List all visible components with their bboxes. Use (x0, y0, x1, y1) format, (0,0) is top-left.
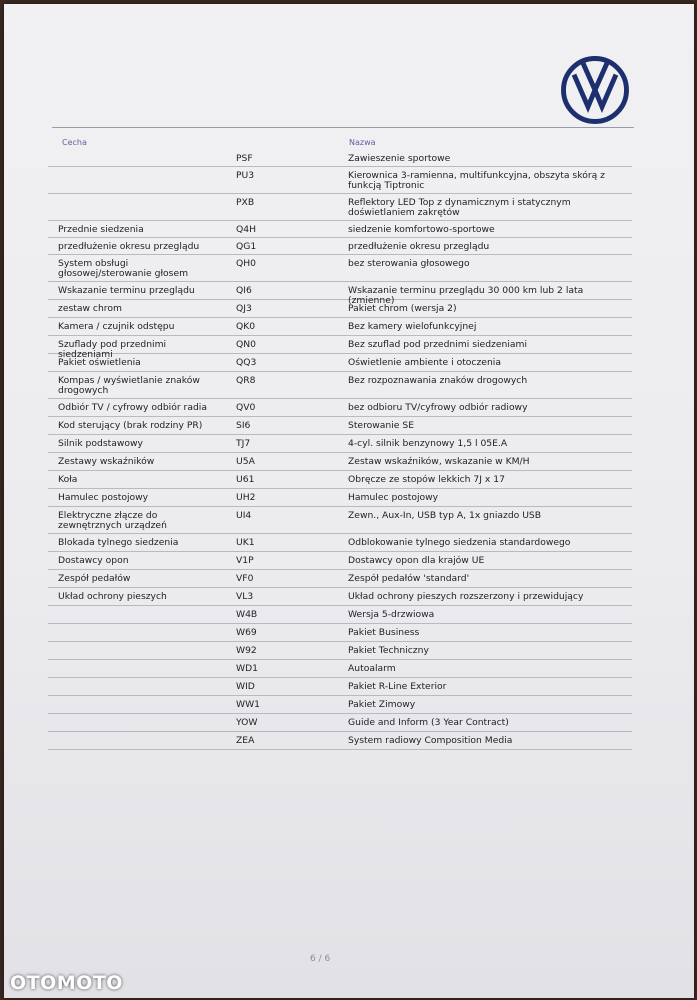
table-row (48, 678, 632, 696)
row-name: Bez szuflad pod przednimi siedzeniami (348, 339, 528, 350)
table-row (48, 399, 632, 417)
table-row (48, 150, 632, 167)
table-row (48, 453, 632, 471)
row-name: Autoalarm (348, 663, 396, 674)
row-code: QV0 (236, 402, 256, 413)
row-code: QR8 (236, 375, 256, 386)
row-code: U61 (236, 474, 255, 485)
row-name: Układ ochrony pieszych rozszerzony i przewidujący (348, 591, 584, 602)
row-feature: Elektryczne złącze do zewnętrznych urządzeń (58, 510, 167, 531)
table-row (48, 714, 632, 732)
row-feature: Kompas / wyświetlanie znaków drogowych (58, 375, 200, 396)
table-row (48, 507, 632, 534)
row-feature: Przednie siedzenia (58, 224, 144, 235)
row-name: Pakiet Techniczny (348, 645, 429, 656)
row-code: UK1 (236, 537, 255, 548)
row-name: Zespół pedałów 'standard' (348, 573, 470, 584)
table-row (48, 194, 632, 221)
row-name: Guide and Inform (3 Year Contract) (348, 717, 509, 728)
row-code: Q4H (236, 224, 256, 235)
row-code: U5A (236, 456, 255, 467)
table-row (48, 336, 632, 360)
row-name: Zestaw wskaźników, wskazanie w KM/H (348, 456, 530, 467)
row-name: Wersja 5-drzwiowa (348, 609, 435, 620)
row-name: Bez rozpoznawania znaków drogowych (348, 375, 528, 386)
row-code: UI4 (236, 510, 252, 521)
row-feature: Pakiet oświetlenia (58, 357, 141, 368)
row-feature: Odbiór TV / cyfrowy odbiór radia (58, 402, 207, 413)
table-row (48, 167, 632, 194)
row-code: QQ3 (236, 357, 257, 368)
row-feature: Zespół pedałów (58, 573, 131, 584)
table-row (48, 238, 632, 255)
equipment-table (48, 150, 632, 750)
row-code: QI6 (236, 285, 252, 296)
column-header-feature: Cecha (62, 138, 87, 147)
row-name: bez odbioru TV/cyfrowy odbiór radiowy (348, 402, 528, 413)
table-row (48, 624, 632, 642)
table-row (48, 642, 632, 660)
row-name: przedłużenie okresu przeglądu (348, 241, 490, 252)
row-feature: Koła (58, 474, 78, 485)
table-row (48, 300, 632, 318)
row-code: YOW (236, 717, 258, 728)
table-row (48, 318, 632, 336)
row-name: Bez kamery wielofunkcyjnej (348, 321, 477, 332)
row-code: UH2 (236, 492, 256, 503)
row-feature: Kamera / czujnik odstępu (58, 321, 175, 332)
table-row (48, 282, 632, 306)
row-name: Obręcze ze stopów lekkich 7J x 17 (348, 474, 505, 485)
table-row (48, 588, 632, 606)
watermark-logo: OTOMOTO (10, 972, 123, 994)
table-row (48, 534, 632, 552)
row-name: Wskazanie terminu przeglądu 30 000 km lub 2 lata (zmienne) (348, 285, 584, 306)
row-name: Zewn., Aux-In, USB typ A, 1x gniazdo USB (348, 510, 542, 521)
row-feature: System obsługi głosowej/sterowanie głosem (58, 258, 189, 279)
table-row (48, 606, 632, 624)
row-feature: Wskazanie terminu przeglądu (58, 285, 195, 296)
header-divider (52, 127, 634, 128)
row-code: W69 (236, 627, 257, 638)
row-name: System radiowy Composition Media (348, 735, 513, 746)
table-row (48, 732, 632, 750)
row-code: QH0 (236, 258, 256, 269)
row-name: bez sterowania głosowego (348, 258, 470, 269)
row-code: QK0 (236, 321, 256, 332)
row-code: TJ7 (236, 438, 251, 449)
table-row (48, 221, 632, 238)
table-row (48, 552, 632, 570)
table-row (48, 696, 632, 714)
row-code: WID (236, 681, 255, 692)
row-feature: Blokada tylnego siedzenia (58, 537, 179, 548)
row-feature: Hamulec postojowy (58, 492, 149, 503)
row-feature: Zestawy wskaźników (58, 456, 155, 467)
table-row (48, 570, 632, 588)
table-row (48, 372, 632, 399)
row-feature: zestaw chrom (58, 303, 122, 314)
row-code: W92 (236, 645, 257, 656)
row-name: Pakiet Zimowy (348, 699, 416, 710)
table-row (48, 417, 632, 435)
row-name: Pakiet R-Line Exterior (348, 681, 447, 692)
row-feature: Szuflady pod przednimi siedzeniami (58, 339, 167, 360)
row-name: Pakiet Business (348, 627, 420, 638)
row-feature: Silnik podstawowy (58, 438, 143, 449)
table-row (48, 255, 632, 282)
row-code: QN0 (236, 339, 256, 350)
row-code: VF0 (236, 573, 254, 584)
row-code: WD1 (236, 663, 259, 674)
row-code: PXB (236, 197, 255, 208)
row-name: Dostawcy opon dla krajów UE (348, 555, 485, 566)
table-row (48, 354, 632, 372)
row-feature: Układ ochrony pieszych (58, 591, 167, 602)
row-code: ZEA (236, 735, 255, 746)
row-name: Reflektory LED Top z dynamicznym i statycznym doświetlaniem zakrętów (348, 197, 571, 218)
column-header-name: Nazwa (349, 138, 376, 147)
table-row (48, 471, 632, 489)
row-code: V1P (236, 555, 254, 566)
row-code: QJ3 (236, 303, 252, 314)
row-name: siedzenie komfortowo-sportowe (348, 224, 495, 235)
row-name: 4-cyl. silnik benzynowy 1,5 l 05E.A (348, 438, 508, 449)
row-feature: Dostawcy opon (58, 555, 129, 566)
table-row (48, 489, 632, 507)
row-code: PSF (236, 153, 253, 164)
row-code: QG1 (236, 241, 257, 252)
row-code: W4B (236, 609, 258, 620)
row-name: Hamulec postojowy (348, 492, 439, 503)
row-name: Odblokowanie tylnego siedzenia standardowego (348, 537, 571, 548)
row-name: Kierownica 3-ramienna, multifunkcyjna, obszyta skórą z funkcją Tiptronic (348, 170, 605, 191)
table-row (48, 660, 632, 678)
row-code: VL3 (236, 591, 254, 602)
row-code: PU3 (236, 170, 255, 181)
page-number: 6 / 6 (310, 954, 331, 964)
row-feature: Kod sterujący (brak rodziny PR) (58, 420, 203, 431)
row-code: SI6 (236, 420, 251, 431)
row-name: Sterowanie SE (348, 420, 415, 431)
table-row (48, 435, 632, 453)
row-name: Zawieszenie sportowe (348, 153, 451, 164)
vw-logo (560, 55, 630, 125)
row-feature: przedłużenie okresu przeglądu (58, 241, 200, 252)
row-name: Oświetlenie ambiente i otoczenia (348, 357, 501, 368)
row-name: Pakiet chrom (wersja 2) (348, 303, 457, 314)
row-code: WW1 (236, 699, 261, 710)
